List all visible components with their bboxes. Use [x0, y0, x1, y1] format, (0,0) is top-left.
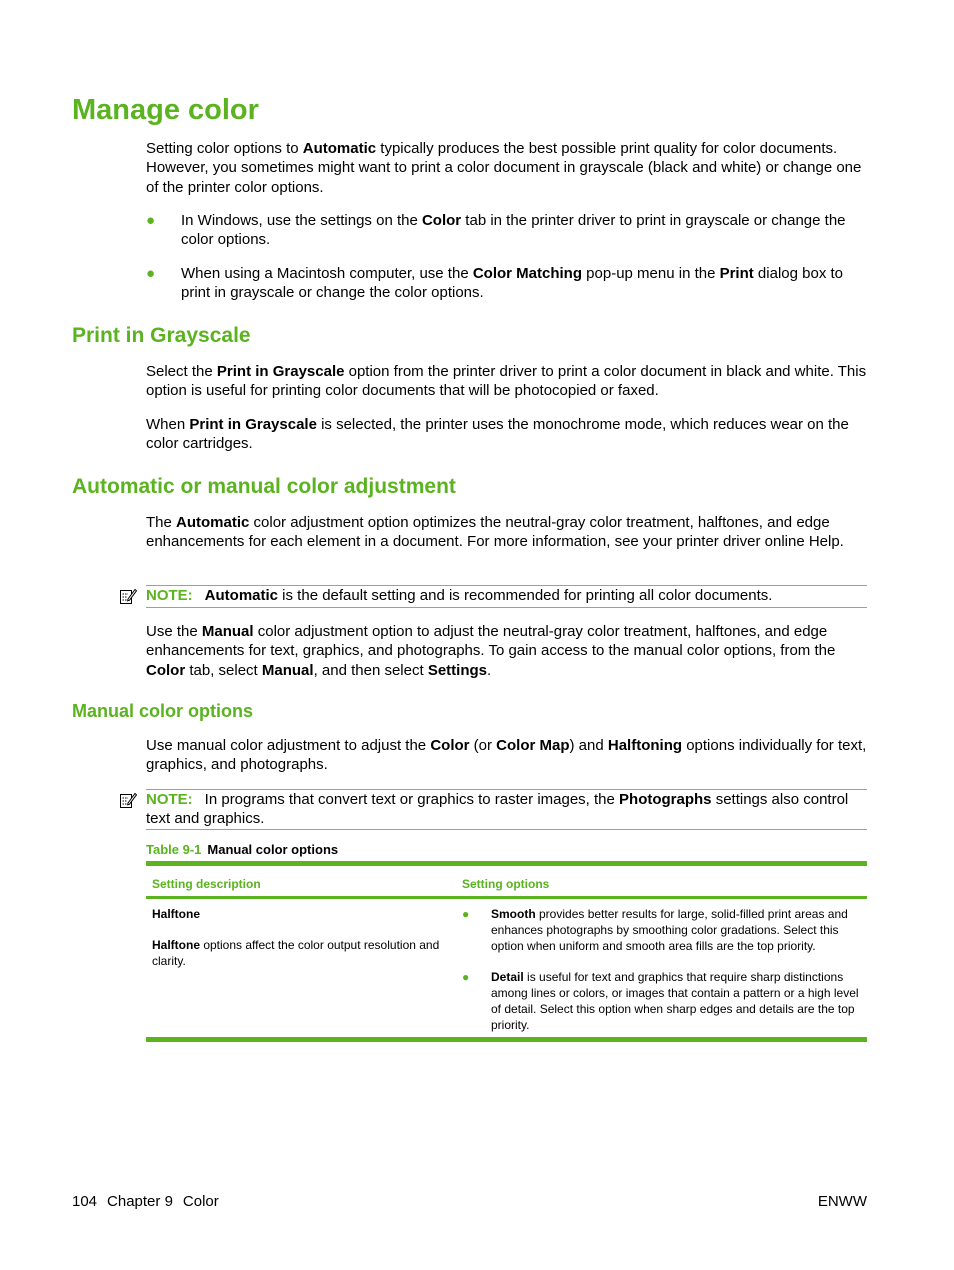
- table-header: [146, 866, 867, 896]
- bullet-icon: ●: [146, 265, 156, 282]
- bullet-icon: ●: [462, 907, 470, 921]
- note-pencil-icon: [119, 587, 137, 605]
- adjustment-paragraph-1: The Automatic color adjustment option optimizes the neutral-gray color treatment, halftones, and edge enhancements for each element in a document. For more information, see your printer driver online Help.: [146, 514, 844, 551]
- list-item: ● In Windows, use the settings on the Color tab in the printer driver to print in grayscale or change the color options.: [146, 212, 846, 249]
- page-footer-right: ENWW: [817, 1193, 867, 1210]
- grayscale-paragraph-1: Select the Print in Grayscale option from the printer driver to print a color document in black and white. This option is useful for printing color documents that will be photocopied or faxed.: [146, 363, 867, 400]
- manual-color-options-table: [146, 861, 867, 1042]
- note-label: NOTE:: [146, 587, 193, 604]
- section-heading-manual-options: Manual color options: [72, 701, 254, 721]
- bullet-icon: ●: [462, 970, 470, 984]
- grayscale-paragraph-2: When Print in Grayscale is selected, the printer uses the monochrome mode, which reduces wear on the color cartridges.: [146, 416, 849, 453]
- adjustment-paragraph-2: Use the Manual color adjustment option to adjust the neutral-gray color treatment, halftones, and edge enhancements for text, graphics, and photographs. To gain access to the manual color options, from the Color tab, select Manual, and then select Settings.: [146, 623, 836, 679]
- setting-options-cell: [462, 906, 862, 1048]
- chapter-label: Chapter 9: [107, 1193, 173, 1210]
- note-box: NOTE: Automatic is the default setting and is recommended for printing all color documents.: [146, 585, 867, 608]
- list-item: ● When using a Macintosh computer, use the Color Matching pop-up menu in the Print dialog box to print in grayscale or change the color options.: [146, 265, 843, 302]
- chapter-title: Color: [182, 1193, 219, 1210]
- table-row: [146, 899, 867, 1037]
- page-footer-left: [72, 1193, 229, 1210]
- list-item: ● Detail is useful for text and graphics that require sharp distinctions among lines or colors, or images that contain a pattern or a high level of detail. Select this option when sharp edges and details are the top priority.: [462, 970, 859, 1032]
- note-label: NOTE:: [146, 791, 193, 808]
- page-title: Manage color: [72, 94, 259, 126]
- intro-paragraph: Setting color options to Automatic typically produces the best possible print quality for color documents. However, you sometimes might want to print a color document in grayscale (black and white) or change one of the printer color options.: [146, 140, 862, 196]
- manual-paragraph: Use manual color adjustment to adjust the Color (or Color Map) and Halftoning options individually for text, graphics, and photographs.: [146, 737, 867, 774]
- note-box: NOTE: In programs that convert text or graphics to raster images, the Photographs settings also control text and graphics.: [146, 789, 867, 830]
- list-item: ● Smooth provides better results for large, solid-filled print areas and enhances photographs by smoothing color gradations. Select this option when uniform and smooth area fills are the top priority.: [462, 907, 848, 953]
- table-caption: Table 9-1 Manual color options: [146, 842, 339, 857]
- note-pencil-icon: [119, 791, 137, 809]
- column-header-options: Setting options: [462, 877, 550, 891]
- setting-description-cell: Halftone Halftone options affect the color output resolution and clarity.: [152, 907, 440, 968]
- page-number: 104: [72, 1193, 98, 1210]
- bullet-icon: ●: [146, 212, 156, 229]
- column-header-description: Setting description: [152, 877, 261, 891]
- section-heading-adjustment: Automatic or manual color adjustment: [72, 475, 456, 498]
- section-heading-grayscale: Print in Grayscale: [72, 324, 251, 347]
